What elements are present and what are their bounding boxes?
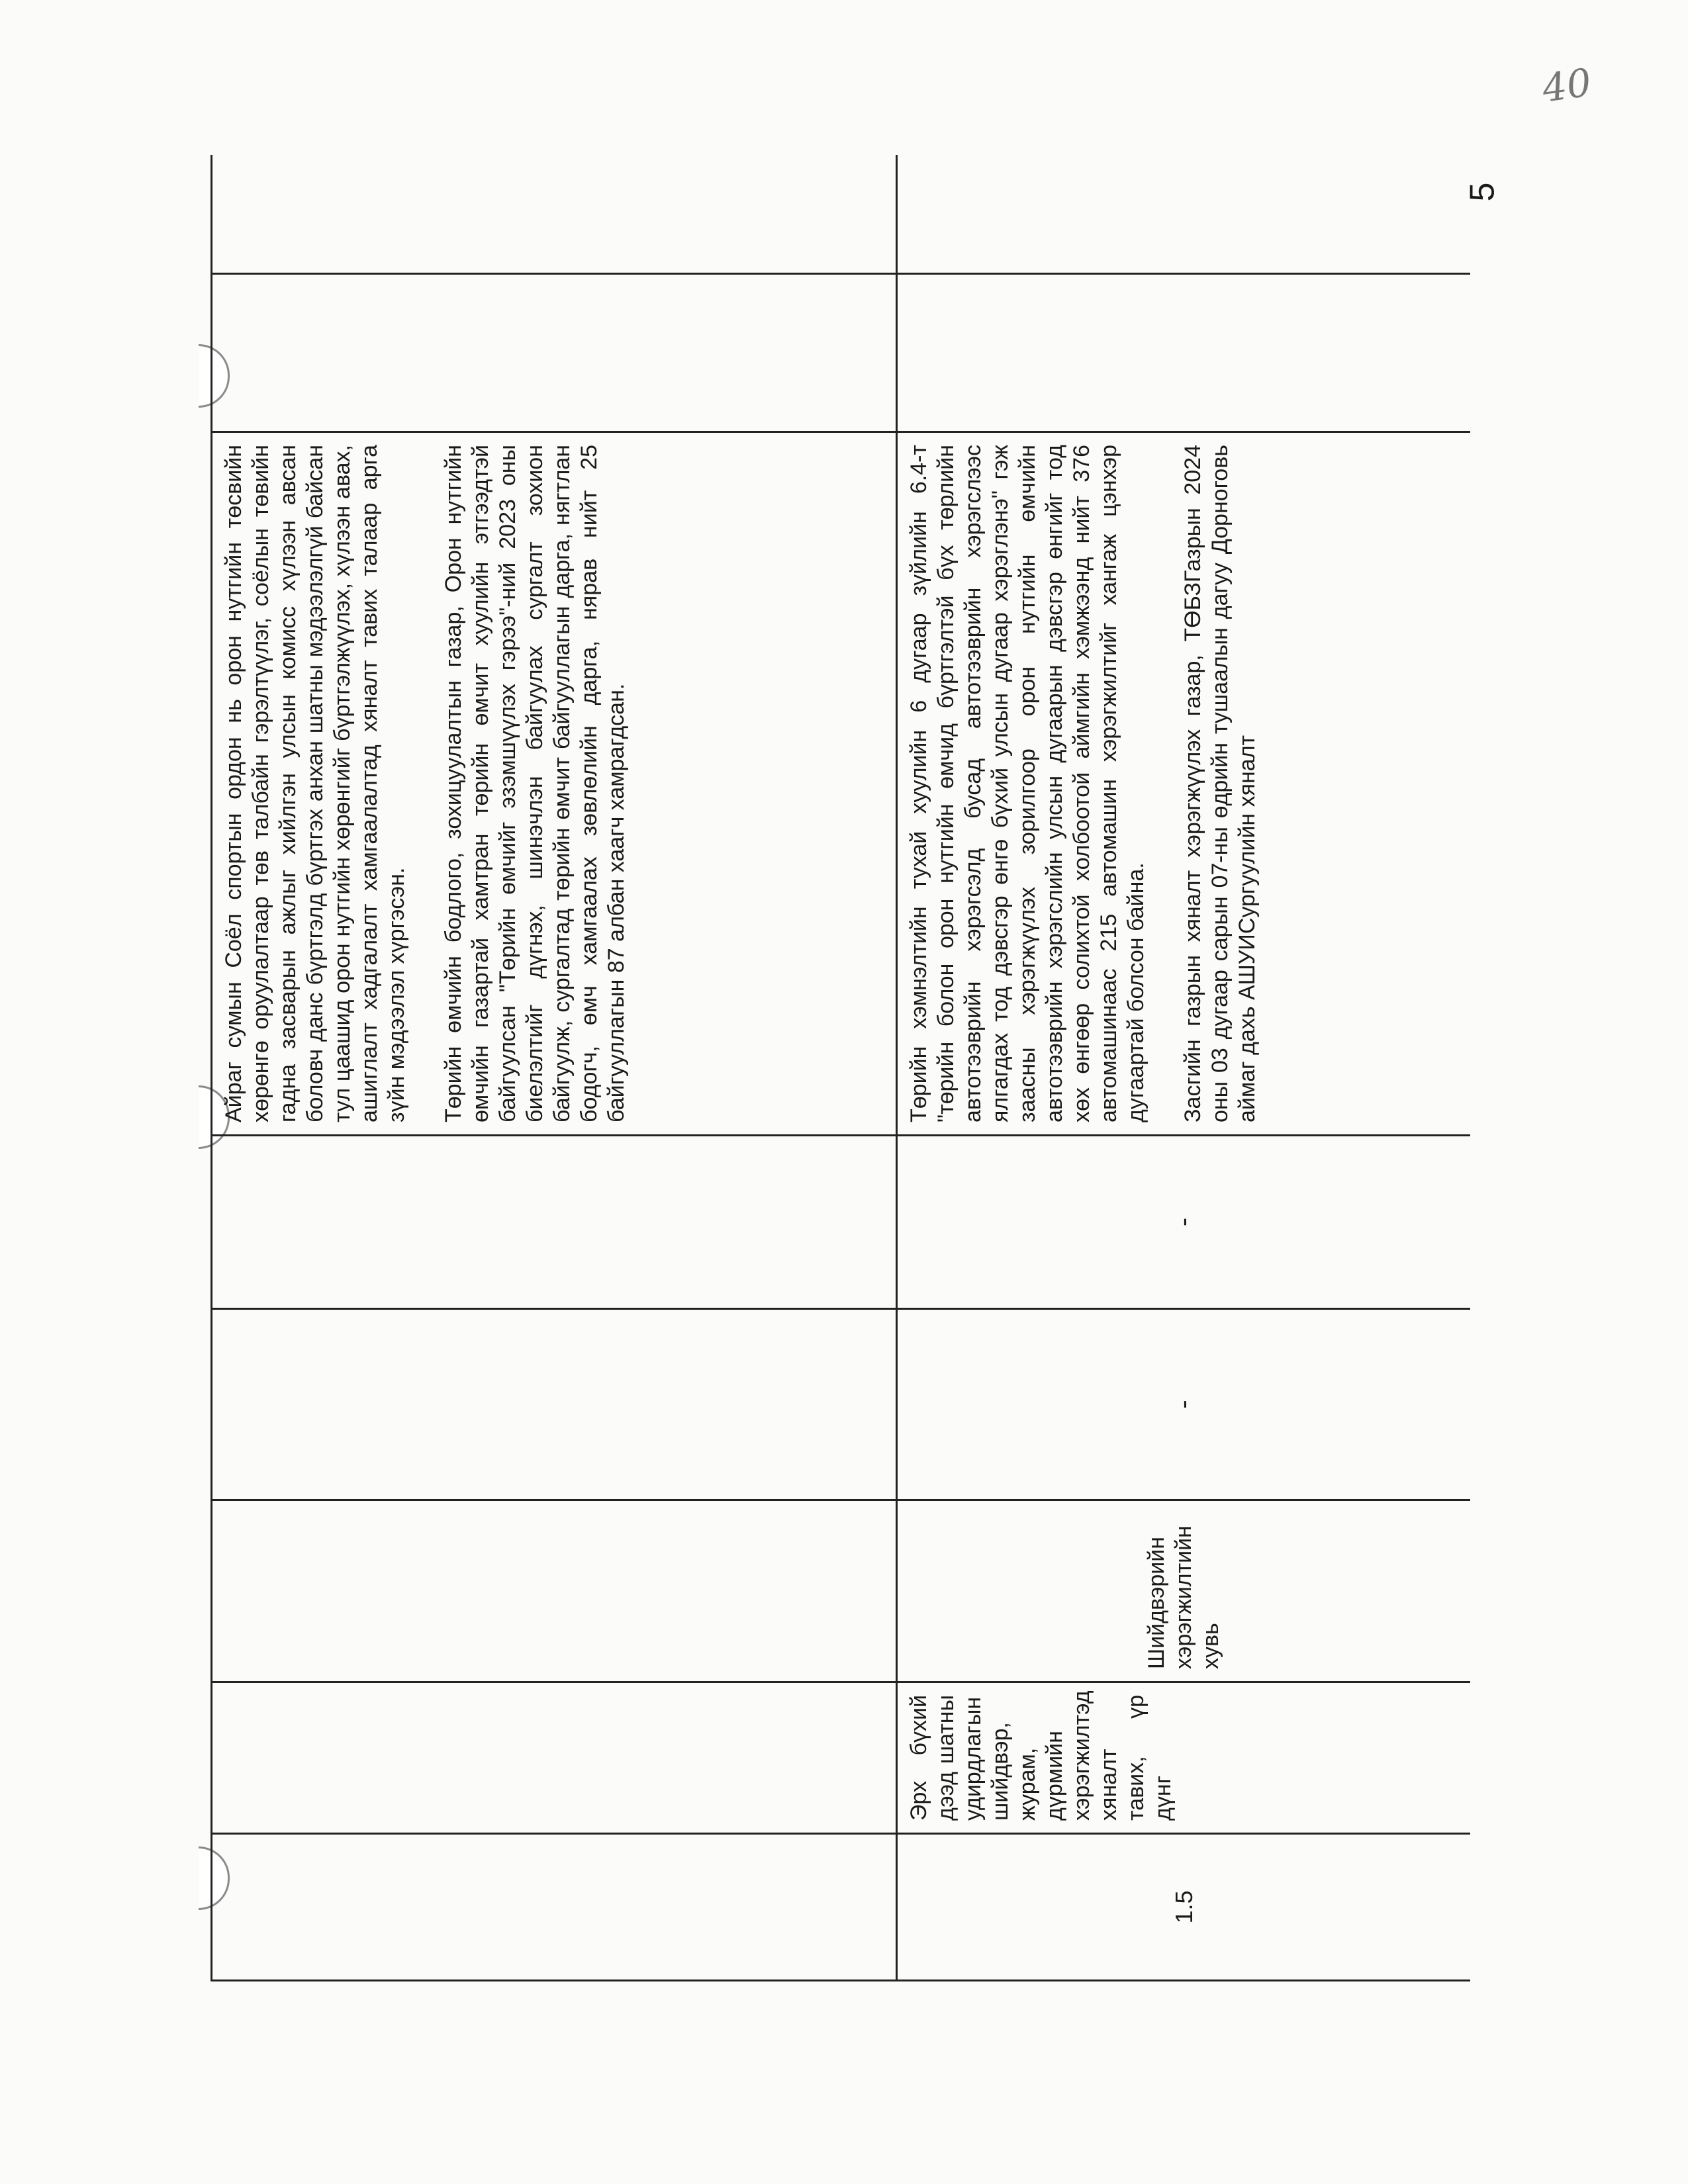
report-table xyxy=(211,155,1470,1981)
cell-activity xyxy=(212,1682,897,1834)
page-number: 5 xyxy=(1463,182,1502,202)
cell-note xyxy=(212,155,897,274)
cell-assessment xyxy=(897,274,1471,432)
performance-paragraph: Засгийн газрын хяналт хэрэгжүүлэх газар, ТӨБЗГазрын 2024 оны 03 дугаар сарын 07-ны өдрийн тушаалын дагуу Дорноговь аймаг дахь АШУИСургуулийн хяналт xyxy=(1180,445,1260,1122)
table-row-continuation xyxy=(212,155,897,1981)
handwritten-page-mark: 40 xyxy=(1539,60,1595,111)
cell-indicator: Шийдвэрийн хэрэгжилтийн хувь xyxy=(897,1500,1471,1682)
cell-target: - xyxy=(897,1136,1471,1309)
cell-number xyxy=(212,1834,897,1981)
cell-performance xyxy=(897,432,1471,1136)
cell-assessment xyxy=(212,274,897,432)
cell-note xyxy=(897,155,1471,274)
performance-paragraph: Төрийн өмчийн бодлого, зохицуулалтын газар, Орон нутгийн өмчийн газартай хамтран төрийн өмчит хуулийн этгээдтэй байгуулсан "Төрийн өмчийг эзэмшүүлэх гэрээ"-ний 2023 оны биелэлтийг дүгнэх, шинэчлэн байгуулах сургалт зохион байгуулж, сургалтад төрийн өмчит байгууллагын дарга, нягтлан бодогч, өмч хамгаалах зөвлөлийн дарга, нярав нийт 25 байгууллагын 87 албан хаагч хамрагдсан. xyxy=(441,445,629,1122)
table-row-1-5 xyxy=(897,155,1471,1981)
cell-performance xyxy=(212,432,897,1136)
cell-baseline: - xyxy=(897,1309,1471,1500)
cell-baseline xyxy=(212,1309,897,1500)
performance-paragraph: Төрийн хэмнэлтийн тухай хуулийн 6 дугаар зүйлийн 6.4-т "төрийн болон орон нутгийн өмчид бүртгэлтэй бүх төрлийн автотээврийн хэрэгсэлд бусад автотээврийн хэрэгслээс ялгагдах тод дэвсгэр өнгө бүхий улсын дугаар хэрэглэнэ" гэж заасны хэрэгжүүлэх зорилгоор орон нутгийн өмчийн автотээврийн хэрэгслийн улсын дугаарын дэвсгэр өнгийг тод хөх өнгөөр солихтой холбоотой аймгийн хэмжээнд нийт 376 автомашинаас 215 автомашин хэрэгжилтийг хангаж цэнхэр дугаартай болсон байна. xyxy=(906,445,1149,1122)
cell-target xyxy=(212,1136,897,1309)
rotated-table xyxy=(211,155,1470,1981)
cell-number: 1.5 xyxy=(897,1834,1471,1981)
performance-paragraph: Айраг сумын Соёл спортын ордон нь орон нутгийн төсвийн хөрөнгө оруулалтаар төв талбайн гэрэлтүүлэг, соёлын төвийн гадна засварын ажлыг хийлгэн улсын комисс хүлээн авсан боловч данс бүртгэлд бүртгэх анхан шатны мэдээлэлгүй байсан тул цаашид орон нутгийн хөрөнгийг бүртгэлжүүлэх, хүлээн авах, ашиглалт хадгалалт хамгаалалтад хяналт тавих талаар арга зүйн мэдээлэл хүргэсэн. xyxy=(221,445,409,1122)
rotated-table-container xyxy=(211,155,1470,1981)
cell-activity: Эрх бүхий дээд шатны удирдлагын шийдвэр, журам, дүрмийн хэрэгжилтэд хяналт тавих, үр дүнг xyxy=(897,1682,1471,1834)
cell-indicator xyxy=(212,1500,897,1682)
